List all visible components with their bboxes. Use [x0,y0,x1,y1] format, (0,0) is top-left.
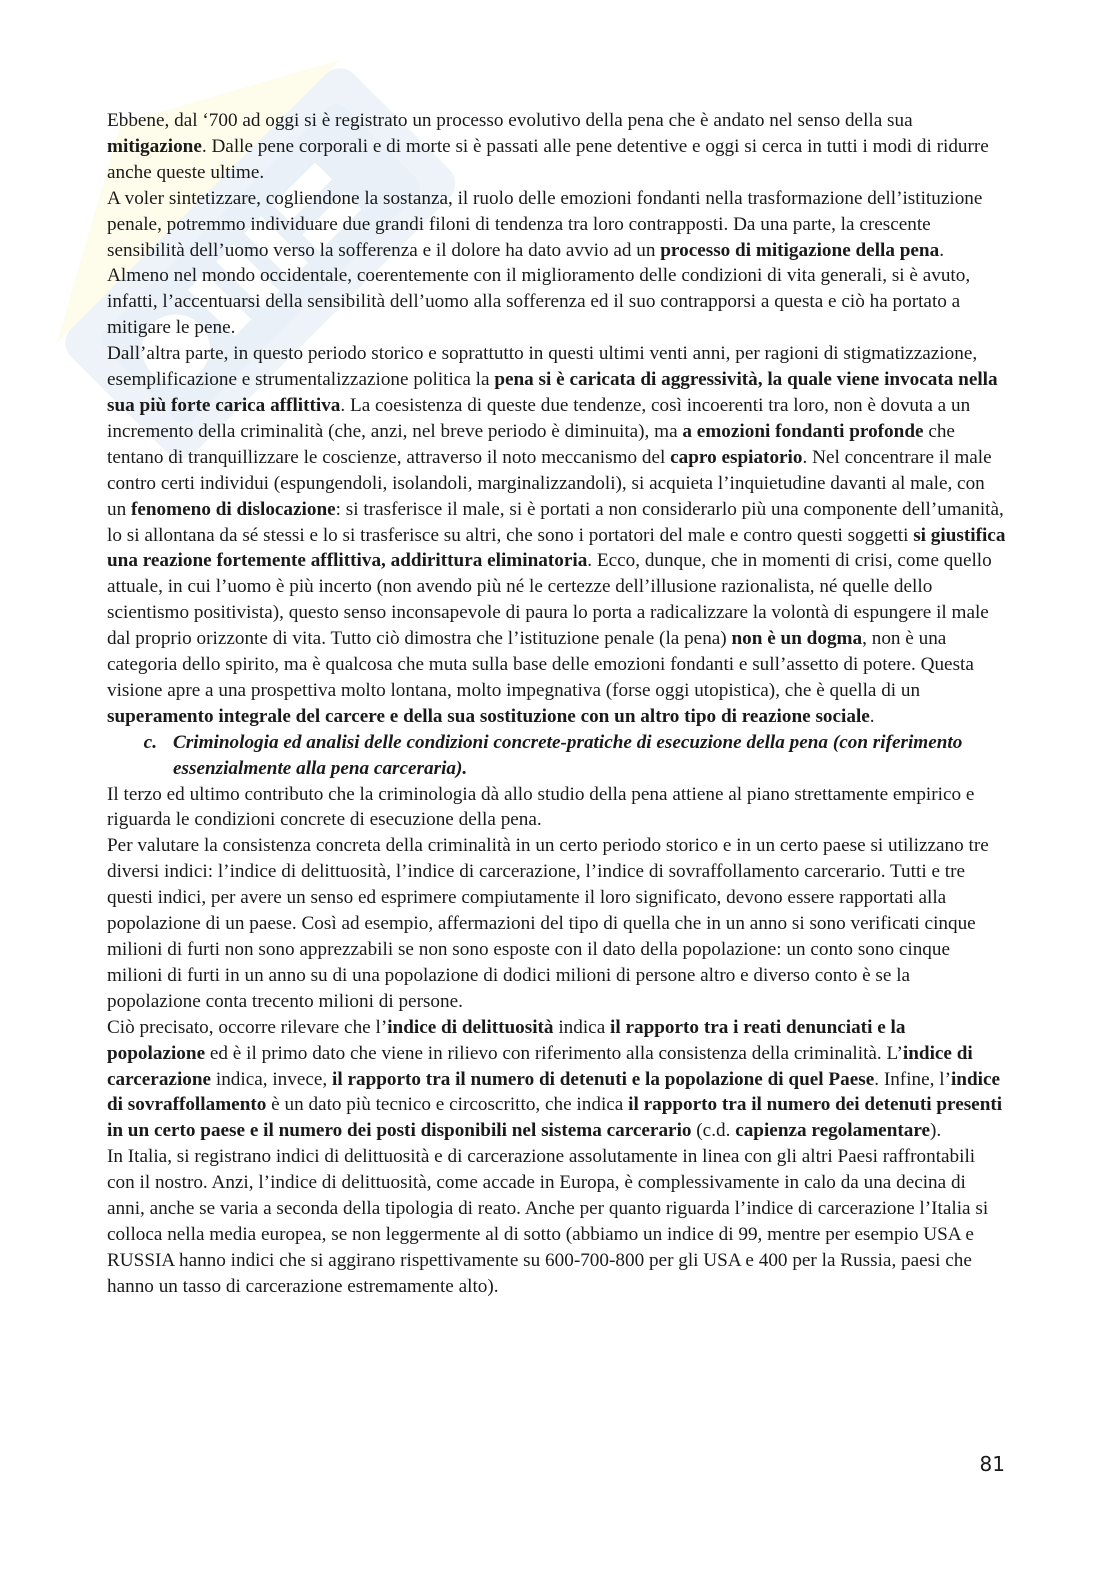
text-run: (c.d. [691,1120,736,1142]
bold-text: indice di carcerazione [107,1042,973,1090]
bold-text: pena si è caricata di aggressività, la quale viene invocata nella sua più forte carica afflittiva [107,369,998,416]
text-run: . Infine, l’ [874,1068,951,1090]
text-run: indica, invece, [211,1068,332,1090]
bold-text: indice di sovraffollamento [107,1068,1001,1116]
text-run: : si trasferisce il male, si è portati a non considerarlo più una componente dell’umanità, lo si allontana da sé stessi e lo si trasferisce su altri, che sono i portatori del male e contro questi soggetti [107,498,1004,546]
bold-text: il rapporto tra il numero di detenuti e la popolazione di quel Paese [332,1068,875,1090]
text-run: In Italia, si registrano indici di delittuosità e di carcerazione assolutamente in linea con gli altri Paesi raffrontabili con il nostro. Anzi, l’indice di delittuosità, come accade in Europa, è complessivamente in calo da una decina di anni, anche se varia a seconda della tipologia di reato. Anche per quanto riguarda l’indice di carcerazione l’Italia si colloca nella media europea, se non leggermente al di sotto (abbiamo un indice di 99, mentre per esempio USA e RUSSIA hanno indici che si aggirano rispettivamente su 600-700-800 per gli USA e 400 per la Russia, paesi che hanno un tasso di carcerazione estremamente alto). [107,1146,989,1297]
text-run: ed è il primo dato che viene in rilievo con riferimento alla consistenza della criminalità. L’ [205,1042,903,1064]
text-run: indica [553,1016,611,1038]
bold-text: mitigazione [107,135,202,157]
bold-text: processo di mitigazione della pena [660,239,940,261]
text-run: . La coesistenza di queste due tendenze, così incoerenti tra loro, non è dovuta a un incremento della criminalità (che, anzi, nel breve periodo è diminuita), ma [107,394,971,442]
text-run: Ciò precisato, occorre rilevare che l’ [107,1016,388,1038]
text-run: è un dato più tecnico e circoscritto, che indica [266,1094,629,1116]
page-number: 81 [979,1452,1005,1476]
text-run: Il terzo ed ultimo contributo che la criminologia dà allo studio della pena attiene al piano strettamente empirico e riguarda le condizioni concrete di esecuzione della pena. [107,783,975,831]
bold-text: si giustifica una reazione fortemente afflittiva, addirittura eliminatoria [107,524,1006,572]
paragraph [107,186,1007,341]
paragraph [107,341,1007,730]
bold-text: non è un dogma [731,628,863,650]
text-run: . Almeno nel mondo occidentale, coerentemente con il miglioramento delle condizioni di vita generali, si è avuto, infatti, l’accentuarsi della sensibilità dell’uomo alla sofferenza ed il suo contrapporsi a questa e ciò ha portato a mitigare le pene. [107,239,971,339]
bold-text: a emozioni fondanti profonde [682,420,924,442]
bold-text: superamento integrale del carcere e della sua sostituzione con un altro tipo di reazione sociale [107,705,870,727]
section-title: Criminologia ed analisi delle condizioni concrete-pratiche di esecuzione della pena (con riferimento essenzialmente alla pena carceraria). [173,731,963,779]
text-run: Per valutare la consistenza concreta della criminalità in un certo periodo storico e in un certo paese si utilizzano tre diversi indici: l’indice di delittuosità, l’indice di carcerazione, l’indice di sovraffollamento carcerario. Tutti e tre questi indici, per avere un senso ed esprimere compiutamente il loro significato, devono essere rapportati alla popolazione di un paese. Così ad esempio, affermazioni del tipo di quella che in un anno si sono verificati cinque milioni di furti non sono apprezzabili se non sono esposte con il dato della popolazione: un conto sono cinque milioni di furti in un anno su di una popolazione di dodici milioni di persone altro e diverso conto è se la popolazione conta trecento milioni di persone. [107,835,989,1012]
text-run: , non è una categoria dello spirito, ma è qualcosa che muta sulla base delle emozioni fondanti e sull’assetto di potere. Questa visione apre a una prospettiva molto lontana, molto impegnativa (forse oggi utopistica), che è quella di un [107,628,974,701]
paragraph-group-before [107,108,1007,730]
bold-text: il rapporto tra il numero dei detenuti presenti in un certo paese e il numero dei posti disponibili nel sistema carcerario [107,1094,1003,1142]
paragraph-group-after [107,782,1007,1300]
paragraph [107,833,1007,1014]
text-run: Dall’altra parte, in questo periodo storico e soprattutto in questi ultimi venti anni, per ragioni di stigmatizzazione, esemplificazione e strumentalizzazione politica la [107,343,978,391]
text-run: ). [930,1120,942,1142]
paragraph [107,1015,1007,1145]
bold-text: capro espiatorio [670,446,803,468]
text-run: . [869,705,875,727]
text-run: Ebbene, dal ‘700 ad oggi si è registrato un processo evolutivo della pena che è andato nel senso della sua [107,110,913,131]
paragraph [107,1144,1007,1299]
document-body [107,108,1007,1300]
text-run: . Ecco, dunque, che in momenti di crisi, come quello attuale, in cui l’uomo è più incerto (non avendo più né le certezze dell’illusione razionalista, né quelle dello scientismo positivista), questo senso inconsapevole di paura lo porta a radicalizzare la volontà di espungere il male dal proprio orizzonte di vita. Tutto ciò dimostra che l’istituzione penale (la pena) [107,550,992,650]
bold-text: il rapporto tra i reati denunciati e la popolazione [107,1016,906,1064]
bold-text: indice di delittuosità [387,1016,554,1038]
paragraph [107,782,1007,834]
section-heading [107,730,1007,782]
bold-text: fenomeno di dislocazione [130,498,336,520]
text-run: A voler sintetizzare, cogliendone la sostanza, il ruolo delle emozioni fondanti nella trasformazione dell’istituzione penale, potremmo individuare due grandi filoni di tendenza tra loro contrapposti. Da una parte, la crescente sensibilità dell’uomo verso la sofferenza e il dolore ha dato avvio ad un [107,187,983,261]
text-run: . Dalle pene corporali e di morte si è passati alle pene detentive e oggi si cerca in tutti i modi di ridurre anche queste ultime. [107,135,989,183]
text-run: che tentano di tranquillizzare le coscienze, attraverso il noto meccanismo del [107,420,955,468]
paragraph [107,108,1007,186]
text-run: . Nel concentrare il male contro certi individui (espungendoli, isolandoli, marginalizzandoli), si acquieta l’inquietudine davanti al male, con un [107,446,992,520]
bold-text: capienza regolamentare [735,1120,931,1142]
section-marker: c. [143,731,157,753]
